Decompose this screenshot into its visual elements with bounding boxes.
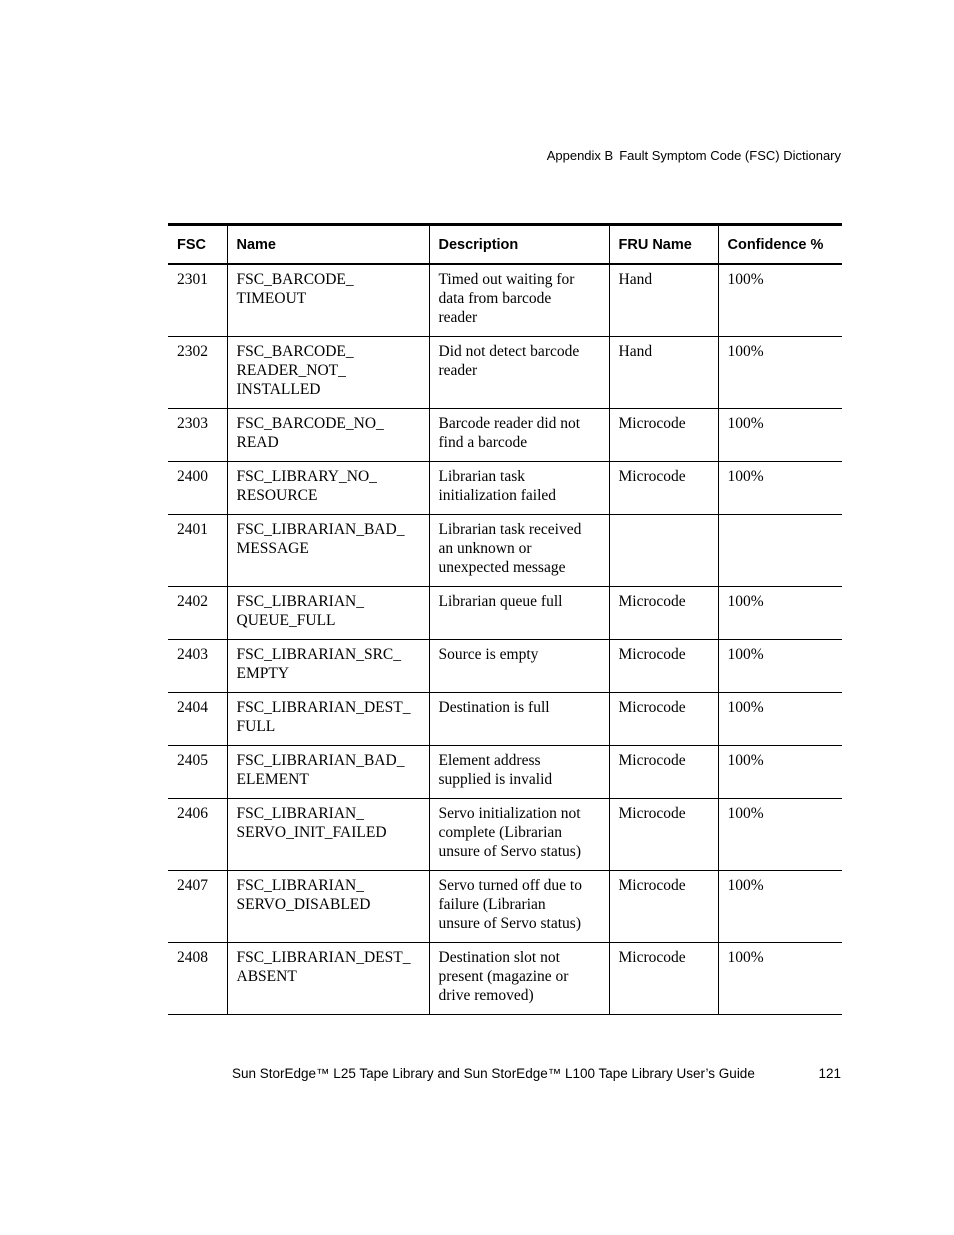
cell-fru-name: Microcode xyxy=(609,943,718,1015)
running-footer: Sun StorEdge™ L25 Tape Library and Sun StorEdge™ L100 Tape Library User’s Guide xyxy=(232,1066,755,1081)
cell-fru-name xyxy=(609,515,718,587)
cell-fsc: 2407 xyxy=(177,877,208,894)
table-header-row xyxy=(168,225,842,265)
cell-fru-name: Microcode xyxy=(609,693,718,746)
cell-name: FSC_LIBRARIAN_ SERVO_DISABLED xyxy=(227,871,429,943)
cell-fsc: 2406 xyxy=(177,805,208,822)
cell-confidence: 100% xyxy=(718,640,842,693)
cell-name: FSC_BARCODE_NO_ READ xyxy=(227,409,429,462)
table-row xyxy=(168,462,842,515)
cell-description: Librarian task received an unknown or unexpected message xyxy=(429,515,609,587)
cell-description: Element address supplied is invalid xyxy=(429,746,609,799)
cell-description: Destination is full xyxy=(429,693,609,746)
cell-fru-name: Microcode xyxy=(609,462,718,515)
cell-description: Servo turned off due to failure (Librarian unsure of Servo status) xyxy=(429,871,609,943)
cell-fru-name: Microcode xyxy=(609,799,718,871)
table-row xyxy=(168,871,842,943)
cell-description: Librarian queue full xyxy=(429,587,609,640)
cell-fru-name: Microcode xyxy=(609,587,718,640)
cell-confidence: 100% xyxy=(718,587,842,640)
appendix-label: Appendix B xyxy=(546,148,614,163)
cell-name: FSC_LIBRARIAN_BAD_ ELEMENT xyxy=(227,746,429,799)
page-number: 121 xyxy=(818,1066,841,1081)
cell-description: Timed out waiting for data from barcode reader xyxy=(429,264,609,337)
cell-fru-name: Microcode xyxy=(609,409,718,462)
chapter-title: Fault Symptom Code (FSC) Dictionary xyxy=(619,148,841,163)
fsc-table xyxy=(168,223,842,1015)
table-row xyxy=(168,409,842,462)
cell-confidence: 100% xyxy=(718,264,842,337)
cell-confidence: 100% xyxy=(718,871,842,943)
cell-confidence: 100% xyxy=(718,693,842,746)
table-row xyxy=(168,264,842,337)
column-header-name: Name xyxy=(227,225,429,265)
column-header-fru-name: FRU Name xyxy=(609,225,718,265)
cell-description: Barcode reader did not find a barcode xyxy=(429,409,609,462)
cell-fru-name: Microcode xyxy=(609,871,718,943)
table-row xyxy=(168,640,842,693)
cell-name: FSC_LIBRARIAN_DEST_ ABSENT xyxy=(227,943,429,1015)
table-row xyxy=(168,587,842,640)
cell-name: FSC_LIBRARIAN_ SERVO_INIT_FAILED xyxy=(227,799,429,871)
cell-name: FSC_LIBRARIAN_ QUEUE_FULL xyxy=(227,587,429,640)
cell-name: FSC_LIBRARY_NO_ RESOURCE xyxy=(227,462,429,515)
running-header xyxy=(547,148,841,163)
cell-description: Source is empty xyxy=(429,640,609,693)
cell-fsc: 2403 xyxy=(177,646,208,663)
cell-name: FSC_LIBRARIAN_BAD_ MESSAGE xyxy=(227,515,429,587)
cell-confidence: 100% xyxy=(718,943,842,1015)
cell-confidence: 100% xyxy=(718,799,842,871)
cell-name: FSC_LIBRARIAN_DEST_ FULL xyxy=(227,693,429,746)
cell-confidence: 100% xyxy=(718,746,842,799)
cell-confidence: 100% xyxy=(718,462,842,515)
column-header-description: Description xyxy=(429,225,609,265)
cell-fsc: 2301 xyxy=(177,271,208,288)
column-header-confidence: Confidence % xyxy=(718,225,842,265)
cell-fsc: 2402 xyxy=(177,593,208,610)
cell-fru-name: Microcode xyxy=(609,640,718,693)
cell-fsc: 2302 xyxy=(177,343,208,360)
cell-fsc: 2401 xyxy=(177,521,208,538)
cell-fsc: 2303 xyxy=(177,415,208,432)
table-row xyxy=(168,943,842,1015)
cell-name: FSC_LIBRARIAN_SRC_ EMPTY xyxy=(227,640,429,693)
cell-description: Servo initialization not complete (Librarian unsure of Servo status) xyxy=(429,799,609,871)
table-row xyxy=(168,746,842,799)
cell-name: FSC_BARCODE_ TIMEOUT xyxy=(227,264,429,337)
cell-fsc: 2408 xyxy=(177,949,208,966)
table-row xyxy=(168,337,842,409)
cell-name: FSC_BARCODE_ READER_NOT_ INSTALLED xyxy=(227,337,429,409)
cell-fsc: 2405 xyxy=(177,752,208,769)
cell-fru-name: Hand xyxy=(609,264,718,337)
cell-fru-name: Hand xyxy=(609,337,718,409)
table-row xyxy=(168,693,842,746)
cell-fsc: 2404 xyxy=(177,699,208,716)
cell-description: Did not detect barcode reader xyxy=(429,337,609,409)
cell-confidence: 100% xyxy=(718,409,842,462)
cell-confidence xyxy=(718,515,842,587)
table-row xyxy=(168,515,842,587)
cell-confidence: 100% xyxy=(718,337,842,409)
table-row xyxy=(168,799,842,871)
cell-description: Destination slot not present (magazine or drive removed) xyxy=(429,943,609,1015)
cell-fru-name: Microcode xyxy=(609,746,718,799)
column-header-fsc: FSC xyxy=(177,236,206,253)
cell-fsc: 2400 xyxy=(177,468,208,485)
cell-description: Librarian task initialization failed xyxy=(429,462,609,515)
